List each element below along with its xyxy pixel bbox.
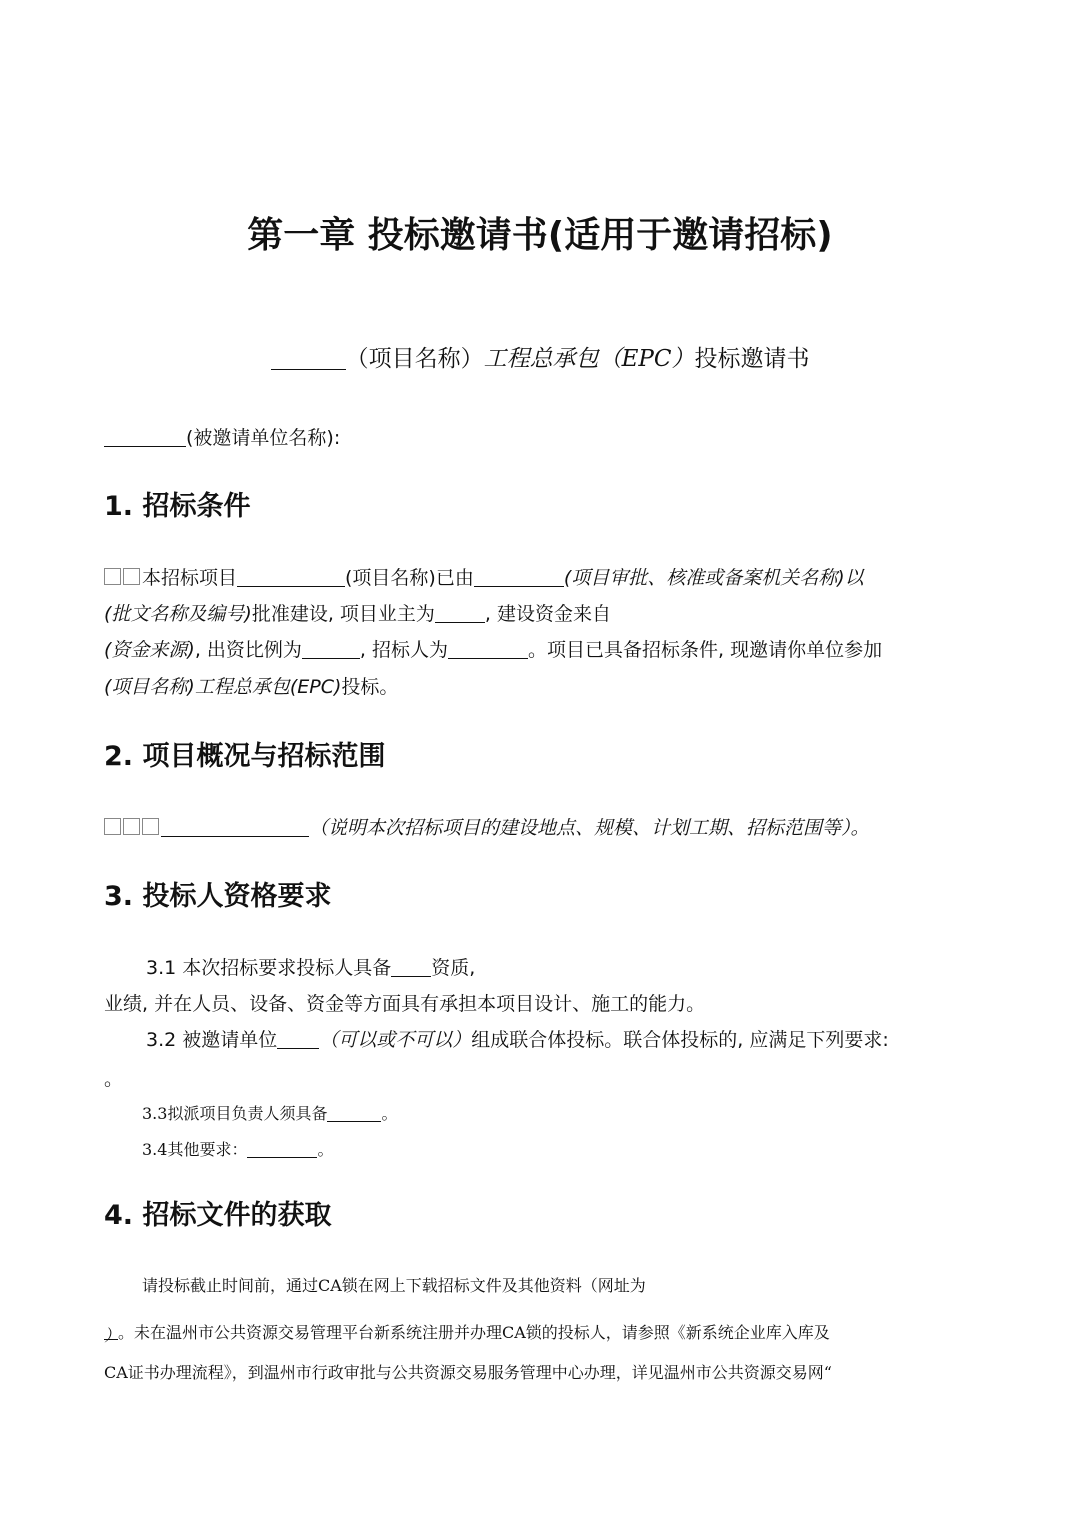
section-3-line-1: 3.1 本次招标要求投标人具备 资质, [146, 957, 476, 979]
blank [161, 817, 309, 837]
section-1-heading: 1. 招标条件 [104, 491, 251, 522]
section-4-heading: 4. 招标文件的获取 [104, 1200, 332, 1231]
blank [277, 1029, 319, 1049]
section-1-line-4: (项目名称)工程总承包(EPC)投标。 [104, 676, 399, 698]
addressee-label: (被邀请单位名称): [186, 427, 341, 449]
blank-project-name [271, 346, 346, 370]
section-1-line-3: (资金来源), 出资比例为 , 招标人为 。项目已具备招标条件, 现邀请你单位参加 [104, 639, 883, 661]
blank [391, 957, 431, 977]
section-4-line-1: 请投标截止时间前，通过CA锁在网上下载招标文件及其他资料（网址为 [142, 1276, 646, 1295]
blank [435, 603, 485, 623]
section-4-line-2: ）。未在温州市公共资源交易管理平台新系统注册并办理CA锁的投标人，请参照《新系统企业库入库及 [104, 1323, 830, 1345]
blank [237, 567, 345, 587]
section-3-line-6: 3.4其他要求： 。 [142, 1140, 334, 1159]
letter-subtitle [0, 340, 1080, 373]
addressee-line [104, 423, 340, 450]
section-2-line-1: （说明本次招标项目的建设地点、规模、计划工期、招标范围等）。 [104, 813, 870, 840]
placeholder-box-icon [104, 818, 121, 835]
section-3-heading: 3. 投标人资格要求 [104, 881, 332, 912]
blank [247, 1141, 317, 1158]
blank [327, 1105, 381, 1122]
blank [302, 639, 360, 659]
section-3-line-2: 业绩, 并在人员、设备、资金等方面具有承担本项目设计、施工的能力。 [104, 993, 706, 1015]
section-3-line-5: 3.3拟派项目负责人须具备 。 [142, 1104, 398, 1123]
section-3-line-4: 。 [104, 1068, 124, 1090]
placeholder-box-icon [123, 818, 140, 835]
chapter-title: 第一章 投标邀请书(适用于邀请招标) [247, 215, 833, 256]
subtitle-epc: 工程总承包（EPC） [483, 346, 695, 372]
section-3-line-3: 3.2 被邀请单位 （可以或不可以）组成联合体投标。联合体投标的, 应满足下列要求: [146, 1029, 889, 1051]
placeholder-box-icon [142, 818, 159, 835]
section-1-line-2: (批文名称及编号)批准建设, 项目业主为 , 建设资金来自 [104, 603, 612, 625]
blank-invitee [104, 427, 186, 447]
section-2-heading: 2. 项目概况与招标范围 [104, 741, 386, 772]
section-4-line-3: CA证书办理流程》，到温州市行政审批与公共资源交易服务管理中心办理，详见温州市公共资源交易网“ [104, 1363, 832, 1382]
subtitle-invitation: 投标邀请书 [694, 346, 810, 372]
blank [448, 639, 528, 659]
subtitle-project-name: （项目名称） [345, 346, 484, 372]
placeholder-box-icon [123, 568, 140, 585]
blank [474, 567, 564, 587]
placeholder-box-icon [104, 568, 121, 585]
url-blank: ） [104, 1323, 118, 1340]
section-1-line-1: 本招标项目 (项目名称)已由 (项目审批、核准或备案机关名称)以 [104, 563, 864, 590]
